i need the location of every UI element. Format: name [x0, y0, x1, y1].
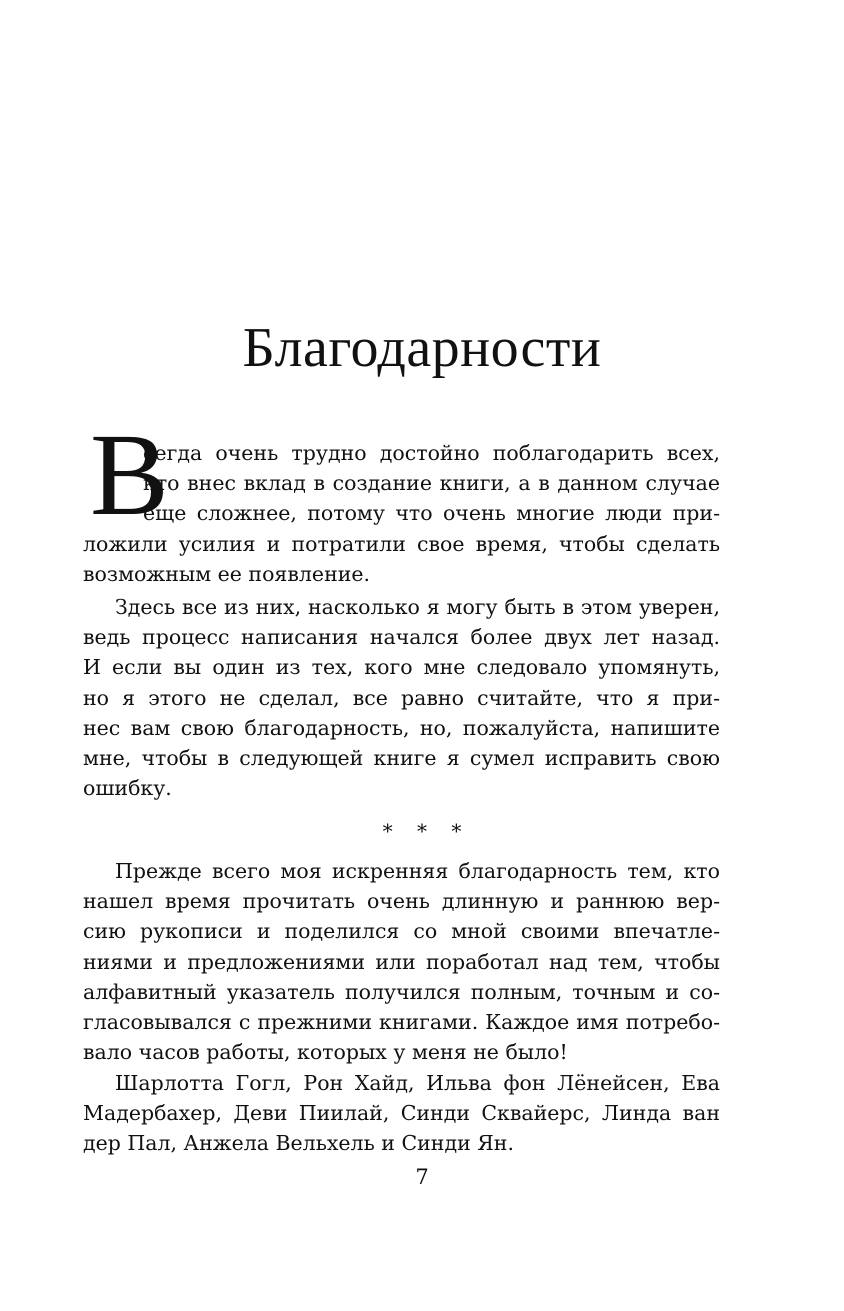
text-line: гласовывался с прежними книгами. Каждое имя потребо-	[83, 1009, 720, 1034]
text-line: вало часов работы, которых у меня не было!	[83, 1040, 568, 1065]
text-line: нес вам свою благодарность, но, пожалуйста, напишите	[83, 715, 720, 740]
paragraph-1	[83, 438, 720, 589]
paragraph-4	[83, 1068, 720, 1159]
text-line: дер Пал, Анжела Вельхель и Синди Ян.	[83, 1131, 514, 1156]
text-line: ниями и предложениями или поработал над тем, чтобы	[83, 949, 720, 974]
text-line: нашел время прочитать очень длинную и раннюю вер-	[83, 889, 720, 914]
text-line: алфавитный указатель получился полным, точным и со-	[83, 979, 720, 1004]
text-line: И если вы один из тех, кого мне следовало упомянуть,	[83, 655, 720, 680]
text-line: Здесь все из них, насколько я могу быть в этом уверен,	[115, 595, 720, 619]
text-line: еще сложнее, потому что очень многие люди при-	[143, 501, 720, 526]
text-line: но я этого не сделал, все равно считайте, что я при-	[83, 685, 720, 710]
text-line: Мадербахер, Деви Пиилай, Синди Сквайерс, Линда ван	[83, 1101, 720, 1126]
text-line: кто внес вклад в создание книги, а в данном случае	[143, 471, 720, 496]
section-break-asterisks: * * *	[382, 819, 462, 843]
text-line: сегда очень трудно достойно поблагодарить всех,	[143, 441, 720, 465]
paragraph-2	[83, 592, 720, 803]
text-line: сию рукописи и поделился со мной своими впечатле-	[83, 919, 720, 944]
page-title: Благодарности	[242, 317, 602, 379]
text-line: ведь процесс написания начался более двух лет назад.	[83, 625, 720, 650]
page-number: 7	[415, 1165, 429, 1189]
text-line: ложили усилия и потратили свое время, чтобы сделать	[83, 531, 720, 556]
drop-cap-letter: В	[90, 409, 169, 540]
text-line: Шарлотта Гогл, Рон Хайд, Ильва фон Лёнейсен, Ева	[115, 1071, 720, 1095]
paragraph-3	[83, 856, 720, 1067]
text-line: ошибку.	[83, 776, 172, 801]
text-line: мне, чтобы в следующей книге я сумел исправить свою	[83, 745, 720, 770]
text-line: Прежде всего моя искренняя благодарность тем, кто	[115, 859, 720, 883]
text-line: возможным ее появление.	[83, 561, 371, 586]
